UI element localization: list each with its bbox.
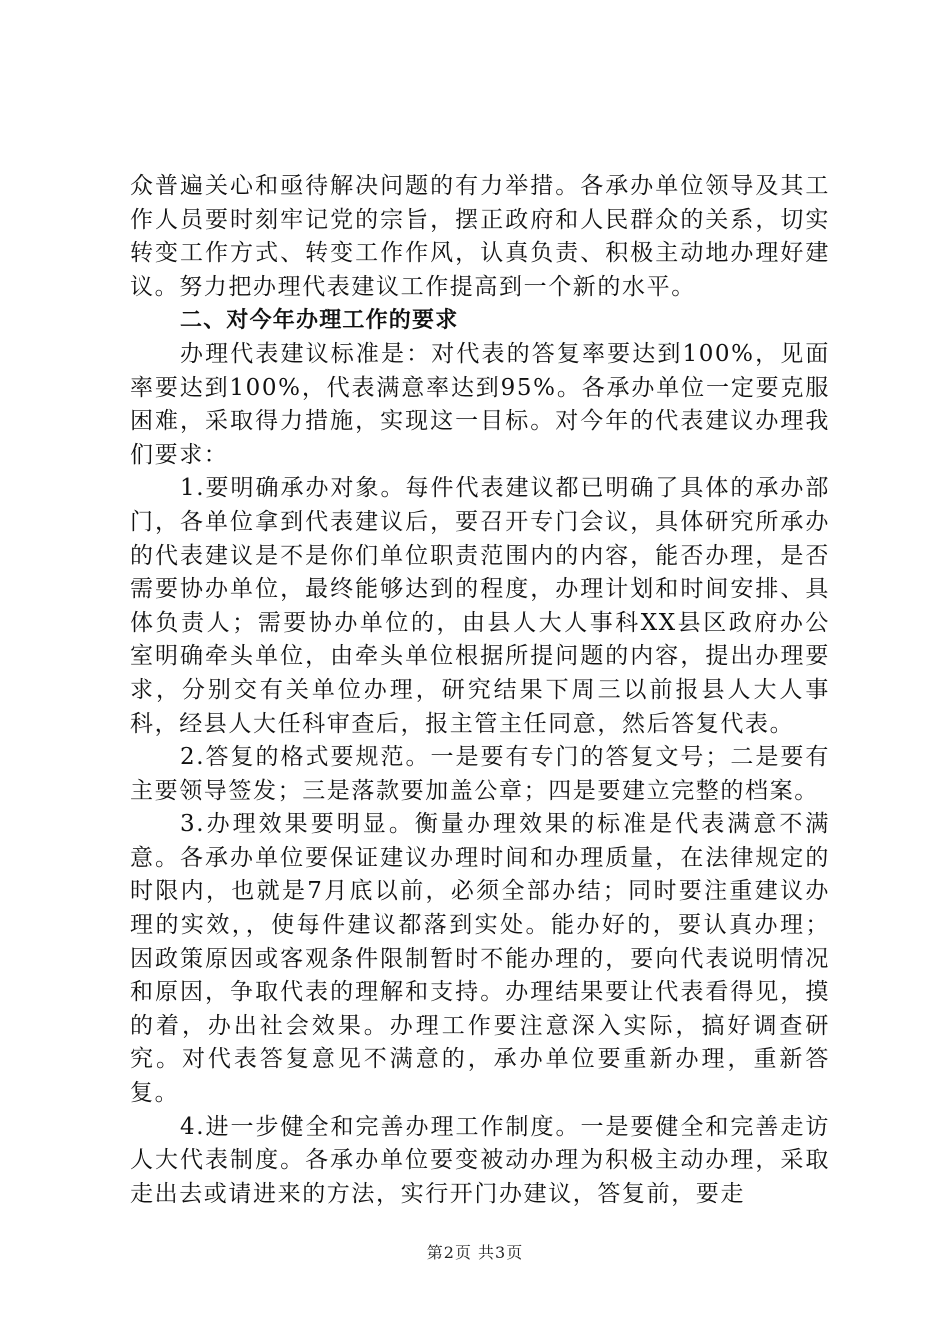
page-footer: 第2页 共3页: [426, 1243, 524, 1262]
paragraph-item-3: 3.办理效果要明显。衡量办理效果的标准是代表满意不满意。各承办单位要保证建议办理时间和办理质量，在法律规定的时限内，也就是7月底以前，必须全部办结；同时要注重建议办理的实效，，使每件建议都落到实处。能办好的，要认真办理；因政策原因或客观条件限制暂时不能办理的，要向代表说明情况和原因，争取代表的理解和支持。办理结果要让代表看得见，摸的着，办出社会效果。办理工作要注意深入实际，搞好调查研究。对代表答复意见不满意的，承办单位要重新办理，重新答复。: [130, 811, 830, 1107]
section-heading: 二、对今年办理工作的要求: [180, 308, 459, 334]
paragraph-item-1: 1.要明确承办对象。每件代表建议都已明确了具体的承办部门，各单位拿到代表建议后，要召开专门会议，具体研究所承办的代表建议是不是你们单位职责范围内的内容，能否办理，是否需要协办单位，最终能够达到的程度，办理计划和时间安排、具体负责人；需要协办单位的，由县人大人事科XX县区政府办公室明确牵头单位，由牵头单位根据所提问题的内容，提出办理要求，分别交有关单位办理，研究结果下周三以前报县人大人事科，经县人大任科审查后，报主管主任同意，然后答复代表。: [130, 475, 830, 737]
paragraph-standard: 办理代表建议标准是：对代表的答复率要达到100%，见面率要达到100%，代表满意率达到95%。各承办单位一定要克服困难，采取得力措施，实现这一目标。对今年的代表建议办理我们要求：: [130, 340, 830, 468]
paragraph-continuation: 众普遍关心和亟待解决问题的有力举措。各承办单位领导及其工作人员要时刻牢记党的宗旨，摆正政府和人民群众的关系，切实转变工作方式、转变工作作风，认真负责、积极主动地办理好建议。努力把办理代表建议工作提高到一个新的水平。: [130, 173, 830, 300]
paragraph-item-2: 2.答复的格式要规范。一是要有专门的答复文号；二是要有主要领导签发；三是落款要加盖公章；四是要建立完整的档案。: [130, 744, 830, 804]
paragraph-item-4: 4.进一步健全和完善办理工作制度。一是要健全和完善走访人大代表制度。各承办单位要变被动办理为积极主动办理，采取走出去或请进来的方法，实行开门办建议，答复前，要走: [130, 1113, 830, 1207]
document-body: [130, 170, 830, 1211]
